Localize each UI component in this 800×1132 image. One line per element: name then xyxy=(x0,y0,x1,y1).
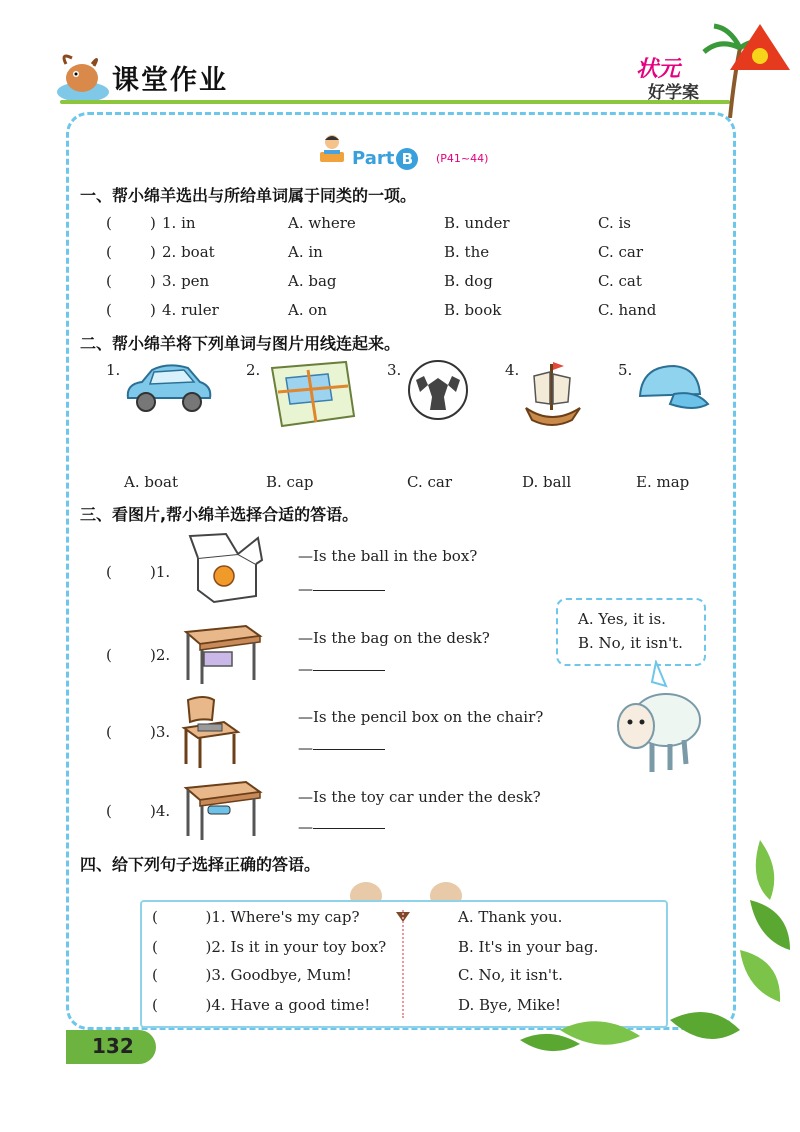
s4-answer-c: C. No, it isn't. xyxy=(458,966,563,984)
page-range: (P41~44) xyxy=(436,152,489,165)
word-option-e: E. map xyxy=(636,473,690,491)
s3-q3-underline xyxy=(313,748,385,750)
page-number: 132 xyxy=(92,1034,134,1058)
cap-picture xyxy=(634,360,710,416)
bubble-choice-b: B. No, it isn't. xyxy=(578,634,683,652)
word-option-b: B. cap xyxy=(266,473,314,491)
part-letter-badge: B xyxy=(396,148,418,170)
section2-title: 二、帮小绵羊将下列单词与图片用线连起来。 xyxy=(80,334,401,353)
word-option-c: C. car xyxy=(407,473,452,491)
s1-q2-option-b: B. the xyxy=(444,243,490,261)
s3-q3-answer-blank[interactable]: ( )3. xyxy=(106,723,171,741)
s3-q3-dash: — xyxy=(298,739,313,757)
s3-q1-dash: — xyxy=(298,580,313,598)
desk-with-toy-car-picture xyxy=(180,776,264,842)
s1-q4-answer-blank[interactable]: ( ) xyxy=(106,301,156,319)
palm-tree-logo-icon xyxy=(700,18,796,118)
s3-q2-question: —Is the bag on the desk? xyxy=(298,629,490,647)
s3-q4-underline xyxy=(313,827,385,829)
panel-divider xyxy=(402,910,404,1018)
s3-q4-answer-line[interactable] xyxy=(298,818,385,836)
page-header-title: 课堂作业 xyxy=(112,65,228,96)
picture-number-2: 2. xyxy=(246,361,261,379)
word-option-d: D. ball xyxy=(522,473,572,491)
brand-name-line1: 状元 xyxy=(636,57,681,82)
reading-boy-icon xyxy=(314,132,350,168)
s1-q3-option-a: A. bag xyxy=(288,272,337,290)
sheep-mascot-icon xyxy=(612,660,704,778)
bubble-choice-a: A. Yes, it is. xyxy=(578,610,666,628)
s1-q3-option-b: B. dog xyxy=(444,272,493,290)
s3-q1-question: —Is the ball in the box? xyxy=(298,547,478,565)
s3-q2-answer-line[interactable] xyxy=(298,660,385,678)
picture-number-3: 3. xyxy=(387,361,402,379)
s1-q4-word: 4. ruler xyxy=(162,301,219,319)
s1-q1-option-a: A. where xyxy=(288,214,356,232)
part-text: Part xyxy=(352,148,395,169)
s4-q3-left[interactable]: ( )3. Goodbye, Mum! xyxy=(152,966,352,984)
s1-q4-option-b: B. book xyxy=(444,301,502,319)
s4-answer-a: A. Thank you. xyxy=(458,908,563,926)
s1-q2-option-a: A. in xyxy=(288,243,323,261)
s1-q4-option-a: A. on xyxy=(288,301,328,319)
s3-q4-question: —Is the toy car under the desk? xyxy=(298,788,541,806)
s4-q1-left[interactable]: ( )1. Where's my cap? xyxy=(152,908,360,926)
s3-q2-dash: — xyxy=(298,660,313,678)
s1-q2-answer-blank[interactable]: ( ) xyxy=(106,243,156,261)
s4-answer-b: B. It's in your bag. xyxy=(458,938,599,956)
s3-q4-dash: — xyxy=(298,818,313,836)
s4-answer-d: D. Bye, Mike! xyxy=(458,996,562,1014)
s3-q3-question: —Is the pencil box on the chair? xyxy=(298,708,544,726)
word-option-a: A. boat xyxy=(124,473,178,491)
s1-q3-word: 3. pen xyxy=(162,272,210,290)
box-with-ball-picture xyxy=(188,530,264,606)
s1-q1-word: 1. in xyxy=(162,214,196,232)
part-label xyxy=(352,148,418,170)
picture-number-5: 5. xyxy=(618,361,633,379)
s3-q4-answer-blank[interactable]: ( )4. xyxy=(106,802,171,820)
s3-q3-answer-line[interactable] xyxy=(298,739,385,757)
chair-with-pencil-box-picture xyxy=(180,694,244,768)
car-picture xyxy=(122,360,214,418)
map-picture xyxy=(268,360,358,430)
s3-q2-answer-blank[interactable]: ( )2. xyxy=(106,646,171,664)
header-underline xyxy=(60,100,730,104)
s1-q2-word: 2. boat xyxy=(162,243,215,261)
section3-title: 三、看图片,帮小绵羊选择合适的答语。 xyxy=(80,505,359,524)
s4-q4-left[interactable]: ( )4. Have a good time! xyxy=(152,996,371,1014)
section4-title: 四、给下列句子选择正确的答语。 xyxy=(80,855,321,874)
s1-q1-option-b: B. under xyxy=(444,214,510,232)
s1-q4-option-c: C. hand xyxy=(598,301,657,319)
brand-name-line2: 好学案 xyxy=(648,83,699,103)
s1-q2-option-c: C. car xyxy=(598,243,643,261)
picture-number-4: 4. xyxy=(505,361,520,379)
section1-title: 一、帮小绵羊选出与所给单词属于同类的一项。 xyxy=(80,186,417,205)
s3-q1-answer-blank[interactable]: ( )1. xyxy=(106,563,171,581)
ball-picture xyxy=(406,358,470,422)
s4-q2-left[interactable]: ( )2. Is it in your toy box? xyxy=(152,938,387,956)
s1-q1-answer-blank[interactable]: ( ) xyxy=(106,214,156,232)
boat-picture xyxy=(520,354,584,430)
s1-q3-option-c: C. cat xyxy=(598,272,642,290)
picture-number-1: 1. xyxy=(106,361,121,379)
s3-q2-underline xyxy=(313,669,385,671)
leaves-decoration-icon xyxy=(520,830,800,1070)
s3-q1-answer-line[interactable] xyxy=(298,580,385,598)
answer-choices-bubble xyxy=(556,598,706,666)
s1-q3-answer-blank[interactable]: ( ) xyxy=(106,272,156,290)
desk-with-bag-picture xyxy=(180,620,264,686)
s3-q1-underline xyxy=(313,589,385,591)
s1-q1-option-c: C. is xyxy=(598,214,631,232)
